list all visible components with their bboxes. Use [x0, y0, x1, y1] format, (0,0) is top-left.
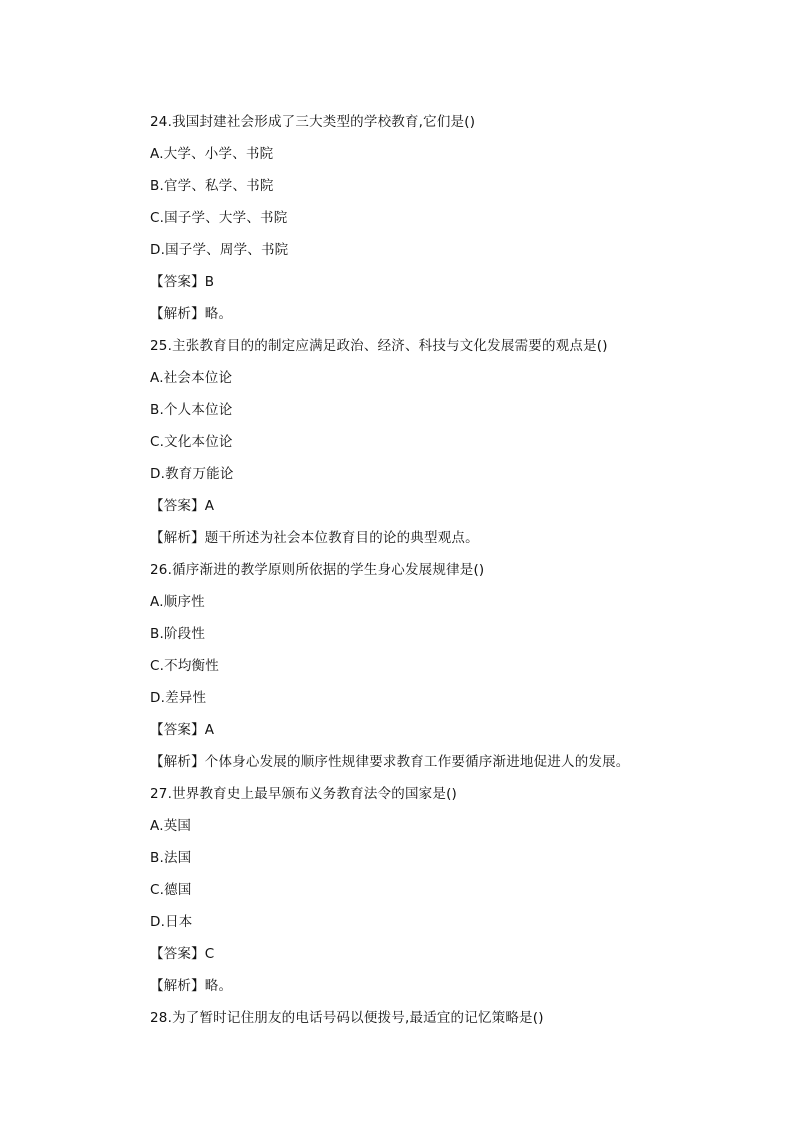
option-a: A.社会本位论 [150, 370, 233, 386]
document-page [150, 106, 750, 1034]
question-stem: 27.世界教育史上最早颁布义务教育法令的国家是() [150, 786, 458, 802]
option-b: B.法国 [150, 850, 192, 866]
analysis-line: 【解析】略。 [150, 978, 233, 994]
option-a: A.顺序性 [150, 594, 205, 610]
analysis-line: 【解析】略。 [150, 306, 233, 322]
option-c: C.国子学、大学、书院 [150, 210, 288, 226]
option-d: D.差异性 [150, 690, 207, 706]
analysis-line: 【解析】题干所述为社会本位教育目的论的典型观点。 [150, 530, 479, 546]
option-b: B.阶段性 [150, 626, 206, 642]
option-b: B.官学、私学、书院 [150, 178, 274, 194]
option-a: A.英国 [150, 818, 192, 834]
option-c: C.不均衡性 [150, 658, 219, 674]
answer-line: 【答案】B [150, 274, 215, 290]
option-d: D.日本 [150, 914, 193, 930]
option-b: B.个人本位论 [150, 402, 233, 418]
question-stem: 26.循序渐进的教学原则所依据的学生身心发展规律是() [150, 562, 485, 578]
option-d: D.教育万能论 [150, 466, 234, 482]
answer-line: 【答案】A [150, 498, 215, 514]
option-c: C.文化本位论 [150, 434, 233, 450]
option-c: C.德国 [150, 882, 192, 898]
option-a: A.大学、小学、书院 [150, 146, 274, 162]
question-stem: 28.为了暂时记住朋友的电话号码以便拨号,最适宜的记忆策略是() [150, 1010, 544, 1026]
answer-line: 【答案】C [150, 946, 215, 962]
analysis-line: 【解析】个体身心发展的顺序性规律要求教育工作要循序渐进地促进人的发展。 [150, 754, 630, 770]
question-stem: 25.主张教育目的的制定应满足政治、经济、科技与文化发展需要的观点是() [150, 338, 608, 354]
answer-line: 【答案】A [150, 722, 215, 738]
option-d: D.国子学、周学、书院 [150, 242, 289, 258]
question-stem: 24.我国封建社会形成了三大类型的学校教育,它们是() [150, 114, 476, 130]
